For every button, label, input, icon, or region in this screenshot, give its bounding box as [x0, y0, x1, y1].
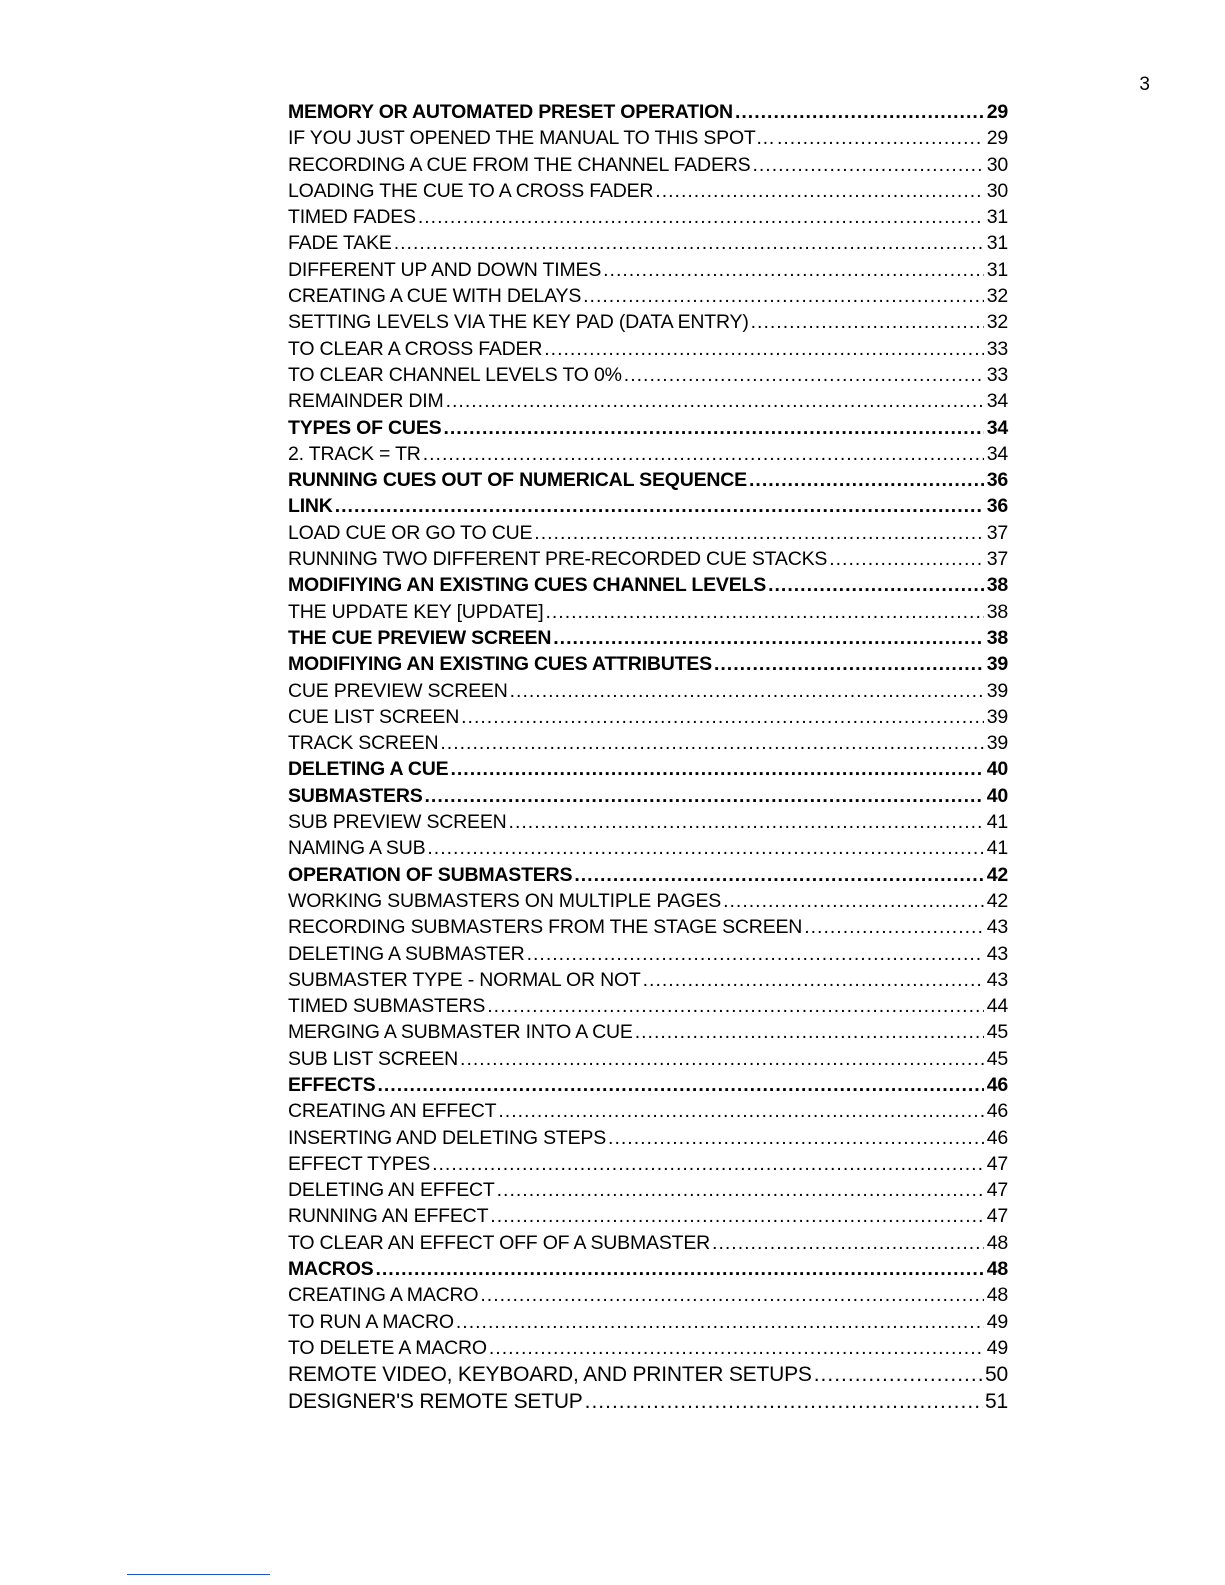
- toc-dot-leader: [446, 390, 984, 413]
- toc-entry-page: 42: [986, 863, 1008, 886]
- toc-dot-leader: [553, 627, 984, 650]
- toc-entry-title: SUB PREVIEW SCREEN: [288, 811, 507, 834]
- toc-entry[interactable]: [288, 1048, 1008, 1074]
- toc-dot-leader: [624, 364, 984, 387]
- toc-entry-title: 2. TRACK = TR: [288, 442, 421, 465]
- toc-entry[interactable]: [288, 943, 1008, 969]
- toc-entry[interactable]: [288, 1127, 1008, 1153]
- toc-entry[interactable]: [288, 653, 1008, 679]
- toc-entry-title: IF YOU JUST OPENED THE MANUAL TO THIS SPOT…: [288, 127, 775, 150]
- toc-entry-title: SUB LIST SCREEN: [288, 1047, 459, 1070]
- toc-entry-page: 38: [986, 626, 1008, 649]
- toc-entry-page: 29: [986, 101, 1008, 123]
- toc-entry-page: 40: [986, 758, 1008, 781]
- toc-dot-leader: [490, 1205, 984, 1228]
- toc-entry[interactable]: [288, 1074, 1008, 1100]
- toc-dot-leader: [735, 101, 984, 124]
- toc-dot-leader: [460, 1048, 984, 1071]
- toc-dot-leader: [777, 127, 984, 150]
- toc-dot-leader: [583, 285, 984, 308]
- toc-entry-page: 43: [986, 916, 1008, 939]
- toc-entry[interactable]: [288, 1284, 1008, 1310]
- toc-entry-page: 47: [986, 1205, 1008, 1228]
- toc-entry-page: 37: [986, 548, 1008, 571]
- toc-entry-page: 49: [986, 1310, 1008, 1333]
- toc-dot-leader: [608, 1127, 984, 1150]
- toc-entry[interactable]: [288, 574, 1008, 600]
- toc-entry-page: 43: [986, 968, 1008, 991]
- toc-entry-page: 36: [986, 495, 1008, 518]
- toc-entry-page: 38: [986, 600, 1008, 623]
- toc-entry-page: 32: [986, 285, 1008, 308]
- toc-entry-title: LOADING THE CUE TO A CROSS FADER: [288, 179, 654, 202]
- toc-entry-title: CREATING A CUE WITH DELAYS: [288, 285, 582, 308]
- toc-entry-page: 31: [986, 232, 1008, 255]
- toc-dot-leader: [768, 574, 984, 597]
- toc-entry-title: MERGING A SUBMASTER INTO A CUE: [288, 1021, 633, 1044]
- toc-entry-page: 44: [986, 995, 1008, 1018]
- toc-entry-title: DELETING AN EFFECT: [288, 1179, 495, 1202]
- toc-entry-title: SUBMASTERS: [288, 784, 423, 807]
- toc-entry-title: DESIGNER'S REMOTE SETUP: [288, 1389, 583, 1413]
- toc-entry[interactable]: [288, 890, 1008, 916]
- toc-entry[interactable]: [288, 1311, 1008, 1337]
- toc-entry[interactable]: [288, 522, 1008, 548]
- toc-entry-page: 34: [986, 390, 1008, 413]
- toc-entry-page: 37: [986, 521, 1008, 544]
- toc-entry[interactable]: [288, 1100, 1008, 1126]
- toc-entry[interactable]: [288, 338, 1008, 364]
- toc-entry[interactable]: [288, 1153, 1008, 1179]
- toc-entry-title: EFFECTS: [288, 1073, 376, 1096]
- toc-dot-leader: [497, 1179, 984, 1202]
- toc-dot-leader: [509, 811, 984, 834]
- toc-entry-page: 32: [986, 311, 1008, 334]
- toc-entry-page: 41: [986, 811, 1008, 834]
- toc-entry[interactable]: [288, 548, 1008, 574]
- toc-entry[interactable]: [288, 680, 1008, 706]
- toc-entry-title: MODIFIYING AN EXISTING CUES CHANNEL LEVELS: [288, 574, 767, 597]
- toc-entry-title: INSERTING AND DELETING STEPS: [288, 1126, 607, 1149]
- toc-entry-title: TYPES OF CUES: [288, 416, 442, 439]
- toc-dot-leader: [714, 653, 984, 676]
- toc-dot-leader: [443, 417, 984, 440]
- toc-dot-leader: [804, 916, 984, 939]
- toc-entry-title: CUE LIST SCREEN: [288, 705, 460, 728]
- toc-entry-page: 39: [986, 653, 1008, 676]
- toc-dot-leader: [461, 706, 984, 729]
- toc-dot-leader: [712, 1232, 984, 1255]
- toc-entry-title: REMOTE VIDEO, KEYBOARD, AND PRINTER SETUPS: [288, 1363, 812, 1387]
- toc-dot-leader: [751, 311, 984, 334]
- toc-entry-title: TO CLEAR A CROSS FADER: [288, 337, 543, 360]
- toc-dot-leader: [480, 1284, 984, 1307]
- toc-entry-title: TO RUN A MACRO: [288, 1310, 454, 1333]
- toc-entry-page: 45: [986, 1021, 1008, 1044]
- toc-entry-title: MODIFIYING AN EXISTING CUES ATTRIBUTES: [288, 653, 712, 676]
- toc-entry-page: 46: [986, 1100, 1008, 1123]
- toc-entry-title: CREATING AN EFFECT: [288, 1100, 497, 1123]
- toc-entry-page: 46: [986, 1073, 1008, 1096]
- toc-entry-page: 50: [985, 1363, 1008, 1387]
- toc-entry-title: WORKING SUBMASTERS ON MULTIPLE PAGES: [288, 889, 722, 912]
- toc-entry[interactable]: [288, 443, 1008, 469]
- toc-entry-page: 39: [986, 732, 1008, 755]
- toc-entry[interactable]: [288, 1390, 1008, 1416]
- page-number: 3: [1139, 74, 1150, 95]
- toc-entry[interactable]: [288, 1337, 1008, 1363]
- toc-entry-title: REMAINDER DIM: [288, 390, 444, 413]
- toc-entry[interactable]: [288, 154, 1008, 180]
- toc-dot-leader: [829, 548, 984, 571]
- toc-entry-page: 47: [986, 1152, 1008, 1175]
- table-of-contents: [288, 101, 1008, 1416]
- toc-entry-page: 51: [985, 1389, 1008, 1413]
- toc-dot-leader: [423, 443, 984, 466]
- toc-dot-leader: [456, 1311, 984, 1334]
- toc-entry[interactable]: [288, 864, 1008, 890]
- toc-entry-page: 38: [986, 574, 1008, 597]
- toc-entry[interactable]: [288, 811, 1008, 837]
- footnote-rule: [127, 1574, 270, 1575]
- toc-entry-title: EFFECT TYPES: [288, 1152, 431, 1175]
- toc-entry-page: 41: [986, 837, 1008, 860]
- toc-entry[interactable]: [288, 758, 1008, 784]
- toc-entry[interactable]: [288, 469, 1008, 495]
- toc-dot-leader: [440, 732, 984, 755]
- toc-dot-leader: [574, 864, 984, 887]
- toc-entry-page: 30: [986, 179, 1008, 202]
- toc-entry-page: 31: [986, 206, 1008, 229]
- toc-entry-page: 39: [986, 679, 1008, 702]
- toc-entry[interactable]: [288, 1021, 1008, 1047]
- toc-entry-title: TIMED SUBMASTERS: [288, 995, 486, 1018]
- toc-dot-leader: [375, 1258, 984, 1281]
- toc-dot-leader: [498, 1100, 984, 1123]
- toc-entry[interactable]: [288, 259, 1008, 285]
- toc-entry-page: 42: [986, 889, 1008, 912]
- toc-entry[interactable]: [288, 1258, 1008, 1284]
- toc-entry-page: 45: [986, 1047, 1008, 1070]
- toc-dot-leader: [643, 969, 984, 992]
- toc-dot-leader: [603, 259, 984, 282]
- toc-entry-page: 29: [986, 127, 1008, 150]
- toc-dot-leader: [418, 206, 984, 229]
- toc-dot-leader: [377, 1074, 984, 1097]
- toc-entry-title: THE UPDATE KEY [UPDATE]: [288, 600, 544, 623]
- toc-dot-leader: [544, 338, 984, 361]
- toc-entry[interactable]: [288, 837, 1008, 863]
- toc-entry-page: 31: [986, 258, 1008, 281]
- toc-entry[interactable]: [288, 101, 1008, 127]
- toc-entry-title: RUNNING CUES OUT OF NUMERICAL SEQUENCE: [288, 469, 747, 492]
- toc-dot-leader: [534, 522, 984, 545]
- toc-entry-title: RUNNING AN EFFECT: [288, 1205, 489, 1228]
- toc-entry[interactable]: [288, 206, 1008, 232]
- toc-dot-leader: [427, 837, 984, 860]
- toc-entry-title: LOAD CUE OR GO TO CUE: [288, 521, 533, 544]
- toc-entry[interactable]: [288, 1232, 1008, 1258]
- toc-entry-title: DIFFERENT UP AND DOWN TIMES: [288, 258, 602, 281]
- toc-entry-page: 48: [986, 1258, 1008, 1281]
- toc-entry-title: MEMORY OR AUTOMATED PRESET OPERATION: [288, 101, 733, 123]
- toc-entry-page: 36: [986, 469, 1008, 492]
- toc-dot-leader: [527, 943, 984, 966]
- toc-entry[interactable]: [288, 995, 1008, 1021]
- toc-entry[interactable]: [288, 601, 1008, 627]
- toc-entry-page: 46: [986, 1126, 1008, 1149]
- toc-dot-leader: [585, 1390, 983, 1414]
- toc-entry[interactable]: [288, 785, 1008, 811]
- toc-entry[interactable]: [288, 706, 1008, 732]
- toc-entry-page: 34: [986, 442, 1008, 465]
- toc-entry-title: DELETING A CUE: [288, 758, 449, 781]
- toc-entry[interactable]: [288, 127, 1008, 153]
- toc-entry-page: 49: [986, 1336, 1008, 1359]
- toc-entry[interactable]: [288, 969, 1008, 995]
- toc-dot-leader: [752, 154, 984, 177]
- toc-entry-page: 48: [986, 1284, 1008, 1307]
- toc-entry[interactable]: [288, 732, 1008, 758]
- toc-dot-leader: [635, 1021, 984, 1044]
- toc-entry-title: RECORDING A CUE FROM THE CHANNEL FADERS: [288, 153, 751, 176]
- toc-entry[interactable]: [288, 232, 1008, 258]
- toc-entry[interactable]: [288, 285, 1008, 311]
- toc-entry-page: 43: [986, 942, 1008, 965]
- toc-entry-title: OPERATION OF SUBMASTERS: [288, 863, 573, 886]
- toc-dot-leader: [432, 1153, 984, 1176]
- toc-dot-leader: [749, 469, 984, 492]
- toc-entry[interactable]: [288, 311, 1008, 337]
- toc-dot-leader: [545, 601, 984, 624]
- toc-entry-title: THE CUE PREVIEW SCREEN: [288, 626, 552, 649]
- toc-entry[interactable]: [288, 417, 1008, 443]
- toc-entry-title: CUE PREVIEW SCREEN: [288, 679, 508, 702]
- toc-entry-title: NAMING A SUB: [288, 837, 426, 860]
- toc-dot-leader: [814, 1363, 983, 1387]
- toc-entry[interactable]: [288, 364, 1008, 390]
- toc-dot-leader: [335, 495, 984, 518]
- toc-entry-title: SETTING LEVELS VIA THE KEY PAD (DATA ENTRY): [288, 311, 749, 334]
- toc-dot-leader: [723, 890, 984, 913]
- toc-dot-leader: [655, 180, 984, 203]
- toc-entry[interactable]: [288, 180, 1008, 206]
- toc-entry-page: 33: [986, 363, 1008, 386]
- toc-entry-title: CREATING A MACRO: [288, 1284, 479, 1307]
- toc-dot-leader: [425, 785, 984, 808]
- toc-entry-page: 30: [986, 153, 1008, 176]
- toc-entry-title: RECORDING SUBMASTERS FROM THE STAGE SCREEN: [288, 916, 803, 939]
- toc-entry-title: TO CLEAR AN EFFECT OFF OF A SUBMASTER: [288, 1231, 711, 1254]
- toc-entry[interactable]: [288, 495, 1008, 521]
- toc-entry-title: TO CLEAR CHANNEL LEVELS TO 0%: [288, 363, 622, 386]
- toc-entry-page: 47: [986, 1179, 1008, 1202]
- toc-entry-title: LINK: [288, 495, 333, 518]
- toc-entry[interactable]: [288, 627, 1008, 653]
- toc-entry-page: 33: [986, 337, 1008, 360]
- toc-entry-title: SUBMASTER TYPE - NORMAL OR NOT: [288, 968, 641, 991]
- toc-entry-title: TRACK SCREEN: [288, 732, 439, 755]
- toc-entry-title: RUNNING TWO DIFFERENT PRE-RECORDED CUE STACKS: [288, 548, 828, 571]
- toc-entry-page: 34: [986, 416, 1008, 439]
- toc-entry-title: TIMED FADES: [288, 206, 416, 229]
- toc-entry[interactable]: [288, 1205, 1008, 1231]
- toc-dot-leader: [510, 680, 984, 703]
- toc-entry-page: 48: [986, 1231, 1008, 1254]
- toc-entry-page: 40: [986, 784, 1008, 807]
- toc-dot-leader: [450, 758, 984, 781]
- toc-entry-page: 39: [986, 705, 1008, 728]
- toc-entry-title: MACROS: [288, 1258, 374, 1281]
- toc-entry[interactable]: [288, 1179, 1008, 1205]
- toc-dot-leader: [394, 232, 984, 255]
- toc-entry[interactable]: [288, 1363, 1008, 1389]
- toc-dot-leader: [489, 1337, 984, 1360]
- toc-entry[interactable]: [288, 916, 1008, 942]
- toc-dot-leader: [487, 995, 984, 1018]
- toc-entry-title: DELETING A SUBMASTER: [288, 942, 525, 965]
- toc-entry-title: FADE TAKE: [288, 232, 392, 255]
- toc-entry-title: TO DELETE A MACRO: [288, 1336, 487, 1359]
- toc-entry[interactable]: [288, 390, 1008, 416]
